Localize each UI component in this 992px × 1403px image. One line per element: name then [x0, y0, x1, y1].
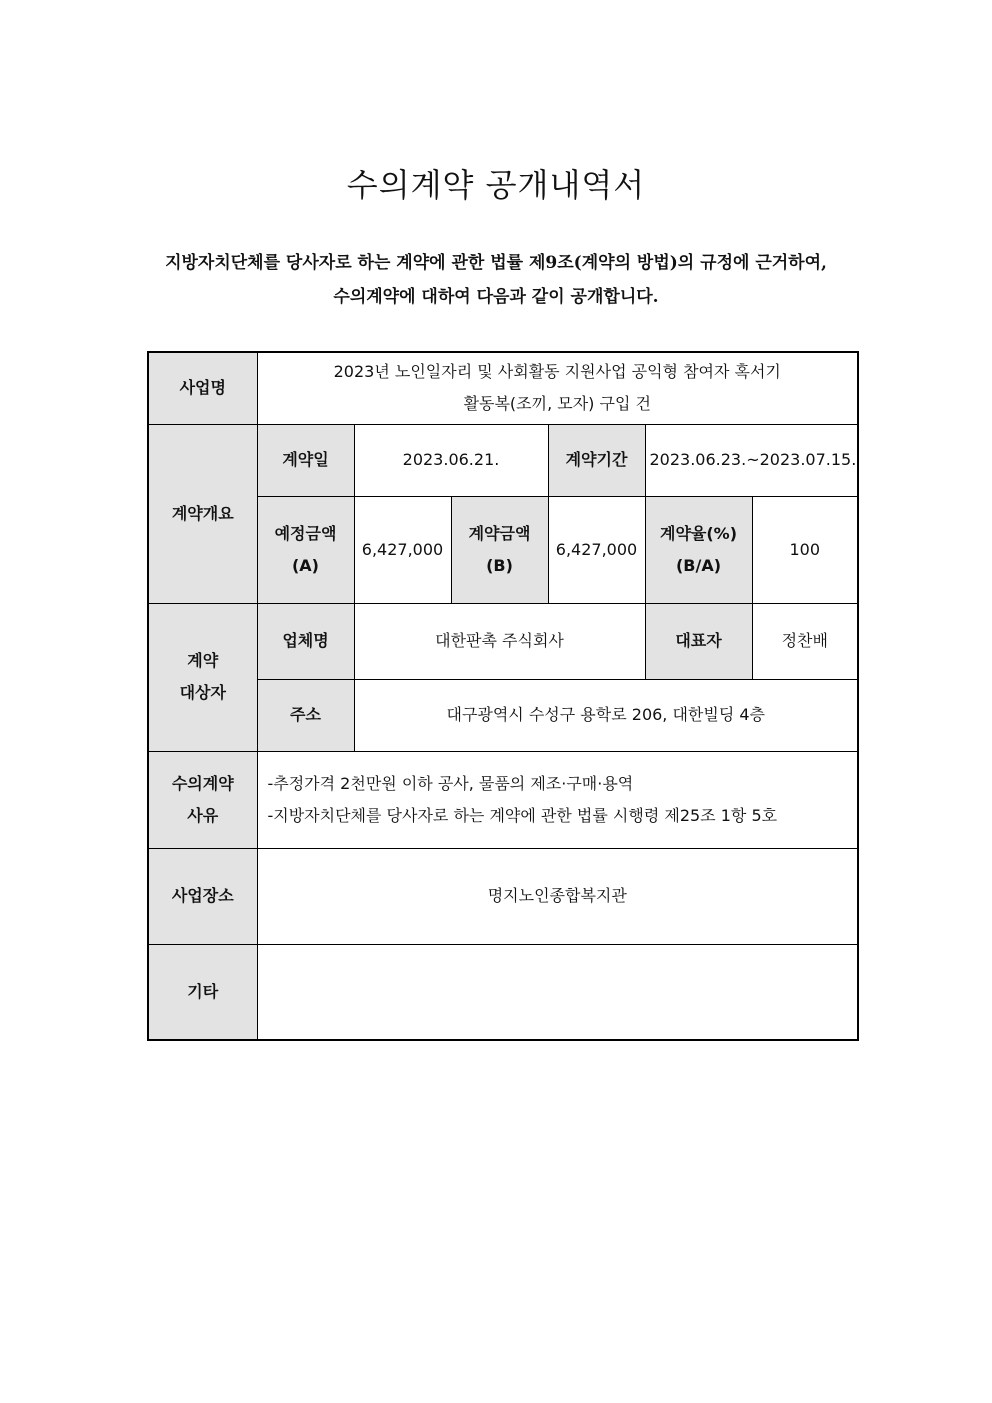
intro-line-1: 지방자치단체를 당사자로 하는 계약에 관한 법률 제9조(계약의 방법)의 규정에 근거하여, — [165, 253, 827, 273]
contract-amount-label — [451, 496, 548, 603]
contract-period-value: 2023.06.23.~2023.07.15. — [645, 424, 858, 496]
contract-disclosure-table — [147, 351, 859, 1041]
party-label — [148, 603, 257, 751]
row-contract-date — [148, 424, 858, 496]
project-name-line-2: 활동복(조끼, 모자) 구입 건 — [463, 394, 651, 414]
contract-period-label: 계약기간 — [548, 424, 645, 496]
project-name-label: 사업명 — [148, 352, 257, 424]
reason-line-2: -지방자치단체를 당사자로 하는 계약에 관한 법률 시행령 제25조 1항 5호 — [267, 805, 778, 825]
company-label: 업체명 — [257, 603, 354, 679]
address-label: 주소 — [257, 679, 354, 751]
ceo-value: 정찬배 — [752, 603, 858, 679]
reason-label — [148, 751, 257, 848]
row-etc — [148, 944, 858, 1040]
project-name-line-1: 2023년 노인일자리 및 사회활동 지원사업 공익형 참여자 혹서기 — [333, 362, 781, 382]
contract-amount-label-line-2: (B) — [486, 555, 513, 575]
reason-value — [257, 751, 858, 848]
contract-rate-label-line-1: 계약율(%) — [659, 523, 738, 543]
estimated-amount-label-line-2: (A) — [291, 555, 319, 575]
estimated-amount-label — [257, 496, 354, 603]
ceo-label: 대표자 — [645, 603, 752, 679]
contract-date-label: 계약일 — [257, 424, 354, 496]
reason-label-line-1: 수의계약 — [171, 773, 234, 793]
contract-amount-label-line-1: 계약금액 — [468, 523, 531, 543]
row-company — [148, 603, 858, 679]
reason-line-1: -추정가격 2천만원 이하 공사, 물품의 제조·구매·용역 — [267, 773, 634, 793]
etc-value — [257, 944, 858, 1040]
address-value: 대구광역시 수성구 용학로 206, 대한빌딩 4층 — [354, 679, 858, 751]
reason-label-line-2: 사유 — [187, 805, 219, 825]
row-reason — [148, 751, 858, 848]
estimated-amount-value: 6,427,000 — [354, 496, 451, 603]
row-location — [148, 848, 858, 944]
company-value: 대한판촉 주식회사 — [354, 603, 645, 679]
etc-label: 기타 — [148, 944, 257, 1040]
location-value: 명지노인종합복지관 — [257, 848, 858, 944]
summary-label: 계약개요 — [148, 424, 257, 603]
location-label: 사업장소 — [148, 848, 257, 944]
estimated-amount-label-line-1: 예정금액 — [274, 523, 337, 543]
intro-line-2: 수의계약에 대하여 다음과 같이 공개합니다. — [333, 287, 659, 307]
contract-rate-value: 100 — [752, 496, 858, 603]
page-title: 수의계약 공개내역서 — [346, 166, 646, 204]
contract-amount-value: 6,427,000 — [548, 496, 645, 603]
contract-rate-label-line-2: (B/A) — [675, 555, 722, 575]
contract-date-value: 2023.06.21. — [354, 424, 548, 496]
contract-rate-label — [645, 496, 752, 603]
party-label-line-2: 대상자 — [179, 683, 226, 702]
party-label-line-1: 계약 — [187, 651, 219, 670]
row-project-name — [148, 352, 858, 424]
project-name-value — [257, 352, 858, 424]
